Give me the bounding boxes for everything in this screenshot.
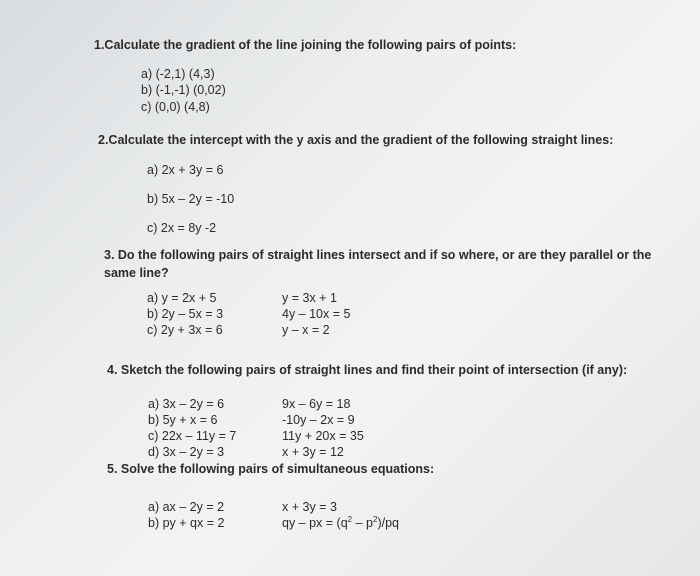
q1-item-c: c) (0,0) (4,8) — [141, 100, 210, 114]
q4-left-a: a) 3x – 2y = 6 — [148, 397, 225, 411]
q5-right-b-pre: qy – px = (q — [282, 516, 348, 530]
q4-right-b: -10y – 2x = 9 — [282, 413, 355, 427]
q4-heading: 4. Sketch the following pairs of straight lines and find their point of intersection (if any): — [107, 363, 628, 377]
q5-left-b: b) py + qx = 2 — [148, 516, 225, 530]
q2-item-c: c) 2x = 8y -2 — [147, 221, 217, 235]
q4-right-d: x + 3y = 12 — [282, 445, 344, 459]
q5-right-b-post: )/pq — [377, 516, 399, 530]
q3-right-b: 4y – 10x = 5 — [282, 307, 351, 321]
q4-right-c: 11y + 20x = 35 — [282, 429, 364, 443]
q4-left-b: b) 5y + x = 6 — [148, 413, 218, 427]
q2-item-b: b) 5x – 2y = -10 — [147, 192, 235, 206]
q1-heading: 1.Calculate the gradient of the line joining the following pairs of points: — [94, 38, 517, 52]
q5-right-a: x + 3y = 3 — [282, 500, 337, 514]
q3-right-a: y = 3x + 1 — [282, 291, 337, 305]
q3-left-c: c) 2y + 3x = 6 — [147, 323, 223, 337]
q5-heading: 5. Solve the following pairs of simultaneous equations: — [107, 462, 435, 476]
q5-right-b — [282, 516, 399, 531]
q1-item-a: a) (-2,1) (4,3) — [141, 67, 215, 81]
q2-item-a: a) 2x + 3y = 6 — [147, 163, 224, 177]
q4-left-c: c) 22x – 11y = 7 — [148, 429, 237, 443]
q5-right-b-sup2: 2 — [372, 514, 378, 524]
q2-heading: 2.Calculate the intercept with the y axis and the gradient of the following straight lines: — [98, 133, 614, 147]
q3-heading: 3. Do the following pairs of straight lines intersect and if so where, or are they parallel or the same line? — [104, 248, 652, 280]
q3-left-b: b) 2y – 5x = 3 — [147, 307, 224, 321]
q5-right-b-mid: – p — [352, 516, 373, 530]
q4-left-d: d) 3x – 2y = 3 — [148, 445, 225, 459]
q3-left-a: a) y = 2x + 5 — [147, 291, 217, 305]
q5-left-a: a) ax – 2y = 2 — [148, 500, 225, 514]
q5-right-b-sup1: 2 — [347, 514, 353, 524]
q3-right-c: y – x = 2 — [282, 323, 330, 337]
q1-item-b: b) (-1,-1) (0,02) — [141, 83, 226, 97]
q4-right-a: 9x – 6y = 18 — [282, 397, 351, 411]
